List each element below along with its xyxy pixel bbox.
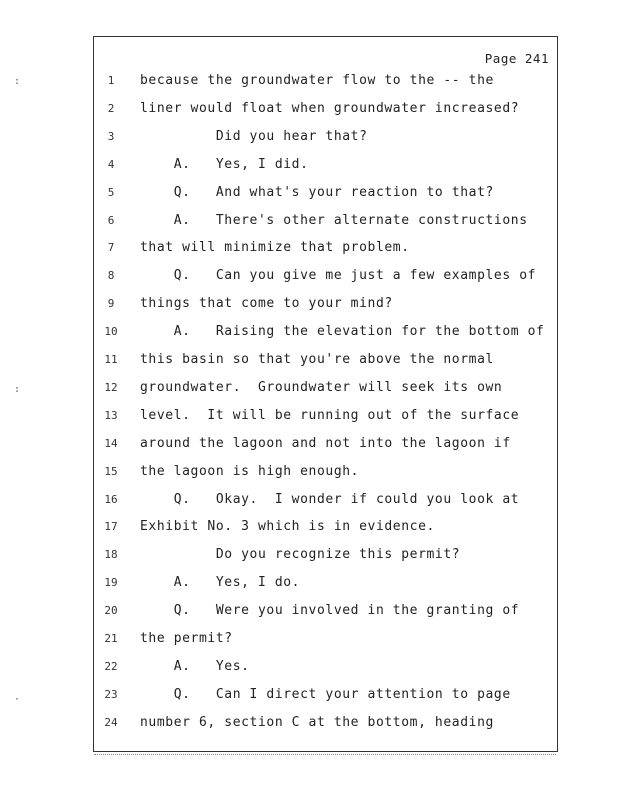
- page-number: Page 241: [484, 51, 549, 66]
- transcript-line: Do you recognize this permit?: [140, 547, 461, 563]
- transcript-line: Q. Can I direct your attention to page: [140, 686, 511, 702]
- transcript-line: number 6, section C at the bottom, heading: [140, 714, 494, 730]
- transcript-line: things that come to your mind?: [140, 296, 393, 312]
- transcript-line: groundwater. Groundwater will seek its own: [140, 379, 503, 395]
- bottom-rule: [94, 754, 556, 755]
- line-number: 24: [104, 715, 118, 729]
- transcript-line: around the lagoon and not into the lagoon if: [140, 435, 511, 451]
- line-number: 17: [104, 520, 118, 534]
- line-number: 23: [104, 687, 118, 701]
- line-number: 10: [104, 325, 118, 339]
- transcript-line: the lagoon is high enough.: [140, 463, 360, 479]
- line-number: 18: [104, 548, 118, 562]
- transcript-line: that will minimize that problem.: [140, 240, 410, 256]
- line-number: 16: [104, 492, 118, 506]
- line-number: 21: [104, 632, 118, 645]
- transcript-line: liner would float when groundwater increased?: [140, 100, 520, 116]
- line-number: 22: [104, 659, 118, 673]
- line-number: 8: [107, 269, 115, 283]
- line-number: 15: [104, 464, 118, 478]
- line-number: 4: [107, 157, 115, 171]
- transcript-line: A. Yes, I did.: [140, 156, 309, 172]
- line-number: 6: [107, 213, 115, 227]
- line-number: 9: [107, 297, 115, 311]
- line-number: 12: [104, 380, 118, 394]
- transcript-line: because the groundwater flow to the -- the: [140, 73, 494, 88]
- transcript-line: A. Raising the elevation for the bottom of: [140, 324, 545, 340]
- line-number: 11: [104, 353, 118, 366]
- transcript-line: level. It will be running out of the surface: [140, 407, 520, 423]
- transcript-line: this basin so that you're above the normal: [140, 352, 494, 367]
- transcript-line: Q. Were you involved in the granting of: [140, 603, 520, 619]
- line-number: 5: [107, 185, 115, 199]
- line-number: 2: [107, 101, 115, 115]
- line-number: 1: [107, 74, 115, 87]
- line-number: 7: [107, 241, 115, 255]
- line-number: 19: [104, 576, 118, 590]
- transcript-line: Exhibit No. 3 which is in evidence.: [140, 519, 435, 535]
- transcript-line: A. Yes, I do.: [140, 575, 301, 591]
- margin-mark: :: [14, 76, 21, 87]
- transcript-line: Did you hear that?: [140, 128, 368, 144]
- margin-mark: ·: [14, 694, 21, 705]
- transcript-line: the permit?: [140, 631, 233, 646]
- transcript-line: Q. And what's your reaction to that?: [140, 184, 494, 200]
- line-number: 13: [104, 408, 118, 422]
- transcript-line: A. Yes.: [140, 658, 250, 674]
- transcript-line: A. There's other alternate constructions: [140, 212, 528, 228]
- transcript-line: Q. Okay. I wonder if could you look at: [140, 491, 520, 507]
- margin-mark: :: [14, 384, 21, 395]
- line-number: 20: [104, 604, 118, 618]
- transcript-line: Q. Can you give me just a few examples of: [140, 268, 537, 284]
- line-number: 3: [107, 129, 115, 143]
- line-number: 14: [104, 436, 118, 450]
